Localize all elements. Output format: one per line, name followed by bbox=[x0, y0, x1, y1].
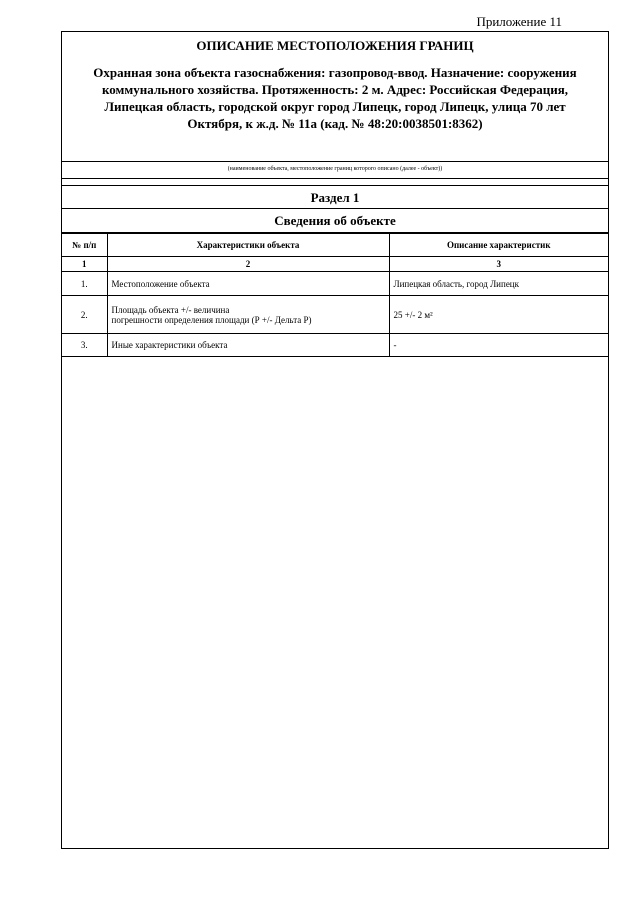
object-name-line: Охранная зона объекта газоснабжения: газопровод-ввод. Назначение: сооружения bbox=[93, 65, 577, 80]
column-number: 1 bbox=[62, 257, 107, 272]
appendix-label: Приложение 11 bbox=[476, 14, 562, 29]
row-num: 3. bbox=[62, 334, 107, 357]
document-frame bbox=[61, 31, 609, 849]
row-characteristic bbox=[107, 334, 389, 357]
column-number: 3 bbox=[389, 257, 608, 272]
column-number: 2 bbox=[107, 257, 389, 272]
table-header-row bbox=[62, 234, 608, 257]
header-num: № п/п bbox=[62, 234, 107, 257]
table-row bbox=[62, 296, 608, 334]
characteristic-line: погрешности определения площади (Р +/- Дельта Р) bbox=[111, 314, 312, 325]
row-num: 2. bbox=[62, 296, 107, 334]
section-title: Раздел 1 bbox=[62, 185, 608, 209]
object-caption: (наименование объекта, местоположение границ которого описано (далее - объект)) bbox=[62, 162, 608, 179]
column-numbers-row bbox=[62, 257, 608, 272]
characteristic-line: Местоположение объекта bbox=[111, 278, 210, 289]
object-info-table bbox=[62, 233, 608, 357]
row-characteristic bbox=[107, 296, 389, 334]
subsection-title: Сведения об объекте bbox=[62, 209, 608, 233]
row-description: 25 +/- 2 м² bbox=[389, 296, 608, 334]
table-row bbox=[62, 272, 608, 296]
document-title: ОПИСАНИЕ МЕСТОПОЛОЖЕНИЯ ГРАНИЦ bbox=[196, 38, 474, 53]
object-name-line: Октября, к ж.д. № 11а (кад. № 48:20:0038501:8362) bbox=[187, 116, 483, 131]
row-characteristic bbox=[107, 272, 389, 296]
header-description: Описание характеристик bbox=[389, 234, 608, 257]
row-num: 1. bbox=[62, 272, 107, 296]
row-description: - bbox=[389, 334, 608, 357]
table-row bbox=[62, 334, 608, 357]
object-name-line: коммунального хозяйства. Протяженность: 2 м. Адрес: Российская Федерация, bbox=[101, 82, 568, 97]
object-name-line: Липецкая область, городской округ город Липецк, город Липецк, улица 70 лет bbox=[104, 99, 566, 114]
row-description: Липецкая область, город Липецк bbox=[389, 272, 608, 296]
object-name bbox=[62, 59, 608, 162]
characteristic-line: Площадь объекта +/- величина bbox=[111, 304, 230, 315]
characteristic-line: Иные характеристики объекта bbox=[111, 340, 228, 350]
header-characteristic: Характеристики объекта bbox=[107, 234, 389, 257]
